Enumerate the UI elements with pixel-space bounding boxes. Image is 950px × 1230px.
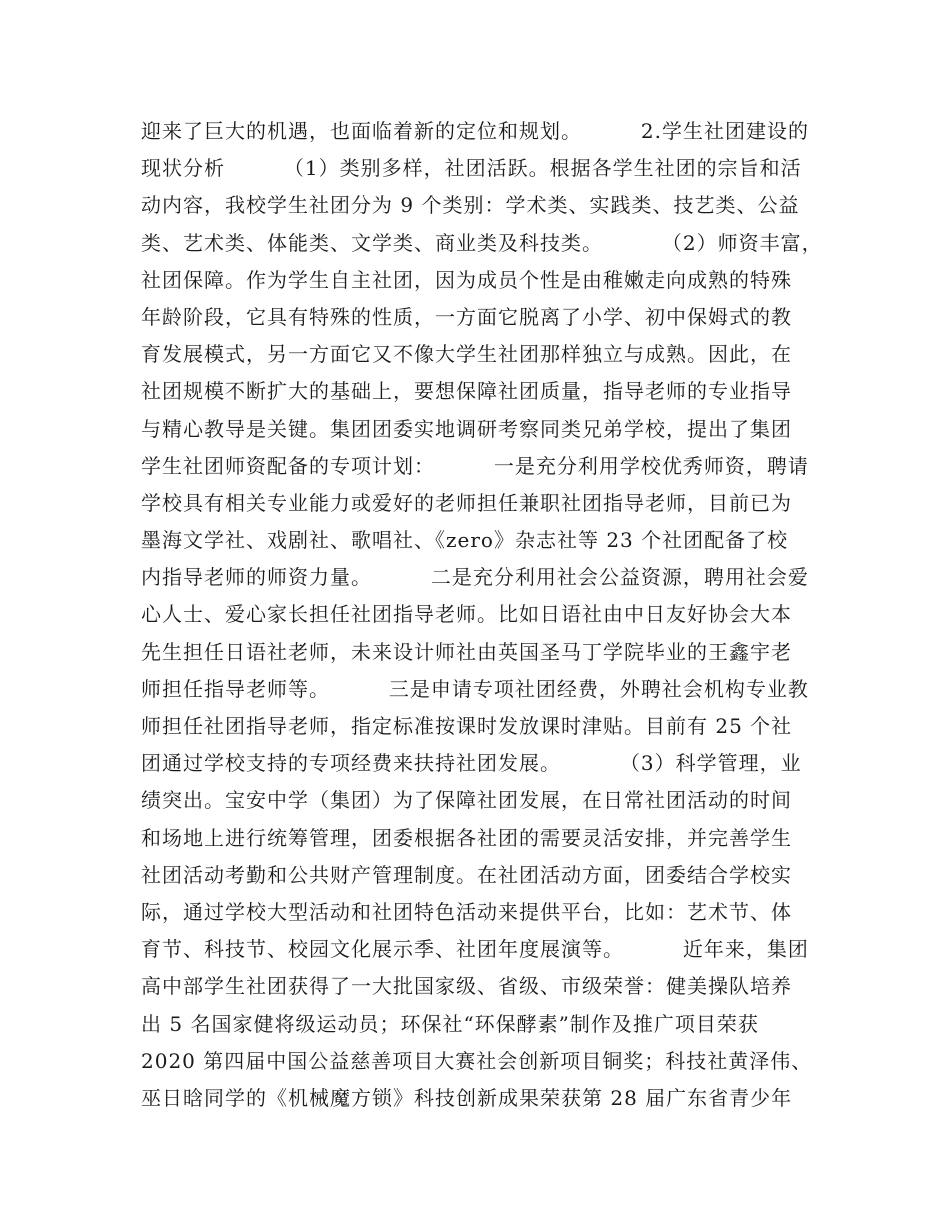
text-line: 学校具有相关专业能力或爱好的老师担任兼职社团指导老师，目前已为 — [141, 490, 792, 515]
text-line: 学生社团师资配备的专项计划： 一是充分利用学校优秀师资，聘请 — [141, 453, 809, 478]
text-line: 2020 第四届中国公益慈善项目大赛社会创新项目铜奖；科技社黄泽伟、 — [141, 1048, 813, 1073]
text-line: 绩突出。宝安中学（集团）为了保障社团发展，在日常社团活动的时间 — [141, 788, 792, 813]
text-line: 师担任指导老师等。 三是申请专项社团经费，外聘社会机构专业教 — [141, 676, 809, 701]
text-line: 育节、科技节、校园文化展示季、社团年度展演等。 近年来，集团 — [141, 937, 809, 962]
text-line: 内指导老师的师资力量。 二是充分利用社会公益资源，聘用社会爱 — [141, 565, 809, 590]
text-line: 师担任社团指导老师，指定标准按课时发放课时津贴。目前有 25 个社 — [141, 714, 793, 738]
text-line: 先生担任日语社老师，未来设计师社由英国圣马丁学院毕业的王鑫宇老 — [141, 639, 792, 664]
text-line: 动内容，我校学生社团分为 9 个类别：学术类、实践类、技艺类、公益 — [141, 193, 800, 218]
body-text — [141, 113, 841, 1117]
text-line: 迎来了巨大的机遇，也面临着新的定位和规划。 2.学生社团建设的 — [141, 119, 809, 143]
text-line: 高中部学生社团获得了一大批国家级、省级、市级荣誉：健美操队培养 — [141, 974, 792, 999]
text-line: 现状分析 （1）类别多样，社团活跃。根据各学生社团的宗旨和活 — [141, 156, 802, 181]
text-line: 团通过学校支持的专项经费来扶持社团发展。 （3）科学管理，业 — [141, 751, 802, 776]
text-line: 社团规模不断扩大的基础上，要想保障社团质量，指导老师的专业指导 — [141, 379, 792, 404]
text-line: 育发展模式，另一方面它又不像大学生社团那样独立与成熟。因此，在 — [141, 342, 792, 367]
text-line: 巫日晗同学的《机械魔方锁》科技创新成果荣获第 28 届广东省青少年 — [141, 1085, 793, 1110]
text-line: 出 5 名国家健将级运动员；环保社“环保酵素”制作及推广项目荣获 — [141, 1011, 759, 1036]
text-line: 与精心教导是关键。集团团委实地调研考察同类兄弟学校，提出了集团 — [141, 416, 792, 441]
text-line: 社团活动考勤和公共财产管理制度。在社团活动方面，团委结合学校实 — [141, 862, 792, 887]
text-line: 心人士、爱心家长担任社团指导老师。比如日语社由中日友好协会大本 — [141, 602, 792, 627]
text-line: 墨海文学社、戏剧社、歌唱社、《zero》杂志社等 23 个社团配备了校 — [141, 528, 789, 553]
text-line: 际，通过学校大型活动和社团特色活动来提供平台，比如：艺术节、体 — [141, 899, 792, 924]
text-line: 年龄阶段，它具有特殊的性质，一方面它脱离了小学、初中保姆式的教 — [141, 304, 792, 329]
text-line: 和场地上进行统筹管理，团委根据各社团的需要灵活安排，并完善学生 — [141, 825, 792, 850]
text-line: 类、艺术类、体能类、文学类、商业类及科技类。 （2）师资丰富， — [141, 230, 823, 255]
text-line: 社团保障。作为学生自主社团，因为成员个性是由稚嫩走向成熟的特殊 — [141, 267, 792, 292]
